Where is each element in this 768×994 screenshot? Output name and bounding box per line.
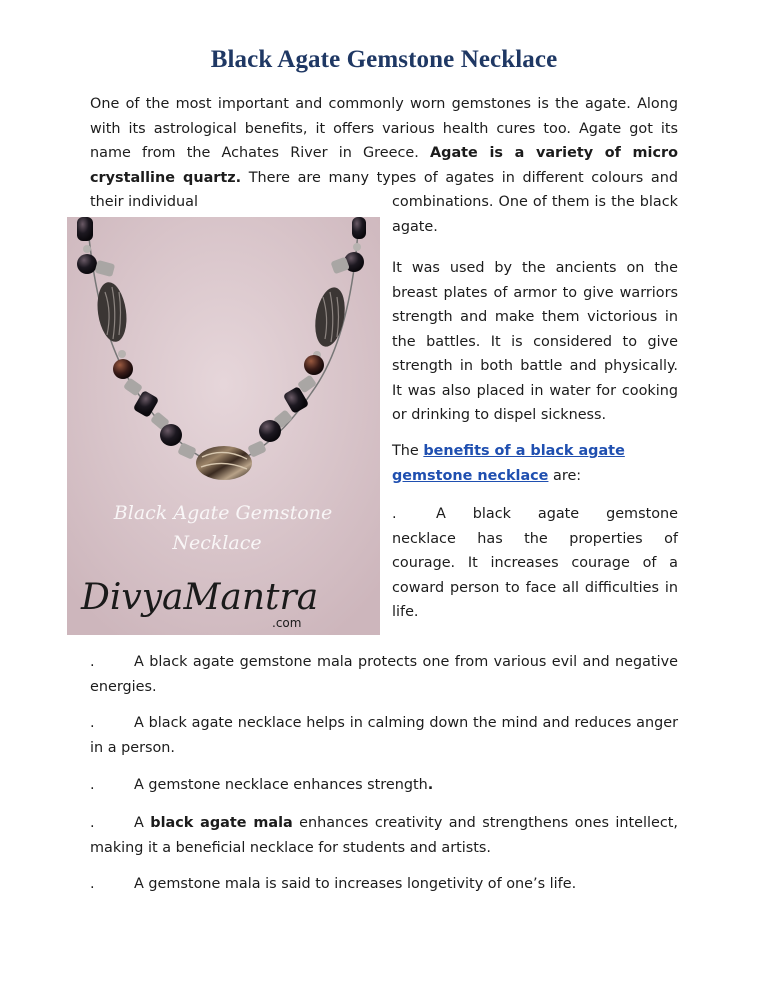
bullet-dot: . [90,876,95,892]
photo-caption-line1: Black Agate Gemstone [113,502,333,524]
benefit-protection-text: A black agate gemstone mala protects one from various evil and negative energies. [90,654,678,695]
necklace-photo [67,217,380,635]
brand-domain: .com [272,616,302,630]
benefits-suffix: are: [548,467,582,484]
bullet-dot: . [90,715,95,731]
brand-name: DivyaMantra [81,577,319,618]
intro-text-1: One of the most important and commonly worn gemstones is the agate. Along with its astrological benefits, it offers various health cures too. Agate got its name from the Achates River in Greece. [90,96,678,161]
benefit-longevity-text: A gemstone mala is said to increases longetivity of one’s life. [134,876,577,892]
benefit-creativity [90,811,678,860]
benefit-strength-bold: . [427,777,434,793]
bullet-dot: . [90,777,95,793]
benefit-longevity [90,872,678,897]
benefits-intro [392,439,678,488]
benefit-creativity-bold: black agate mala [150,815,293,831]
bullet-dot: . [90,654,95,670]
benefit-creativity-text-1: A [134,815,151,831]
benefit-calm [90,711,678,760]
bullet-dot: . [392,506,397,522]
benefit-courage-text: A black agate gemstone necklace has the properties of courage. It increases courage of a coward person to face all difficulties in life. [392,506,678,620]
right-paragraph-1: combinations. One of them is the black agate. [392,194,678,235]
benefits-prefix: The [392,443,424,459]
benefit-courage [392,502,678,625]
benefit-strength [90,773,678,798]
benefit-protection [90,650,678,699]
benefits-link[interactable]: benefits of a black agate gemstone necklace [392,443,625,484]
bullet-dot: . [90,815,95,831]
page-title: Black Agate Gemstone Necklace [210,46,558,73]
right-paragraph-2: It was used by the ancients on the breast plates of armor to give warriors strength and make them victorious in the battles. It is considered to give strength in both battle and physically. It was also placed in water for cooking or drinking to dispel sickness. [392,260,678,423]
benefit-strength-text: A gemstone necklace enhances strength [134,777,428,793]
benefit-calm-text: A black agate necklace helps in calming down the mind and reduces anger in a person. [90,715,678,756]
photo-caption-line2: Necklace [172,532,262,554]
intro-text-2: There are many types of agates in different colours and their individual [90,169,678,210]
intro-bold: Agate is a variety of micro crystalline quartz. [90,145,678,186]
benefit-creativity-text-2: enhances creativity and strengthens ones intellect, making it a beneficial necklace for students and artists. [90,815,678,856]
